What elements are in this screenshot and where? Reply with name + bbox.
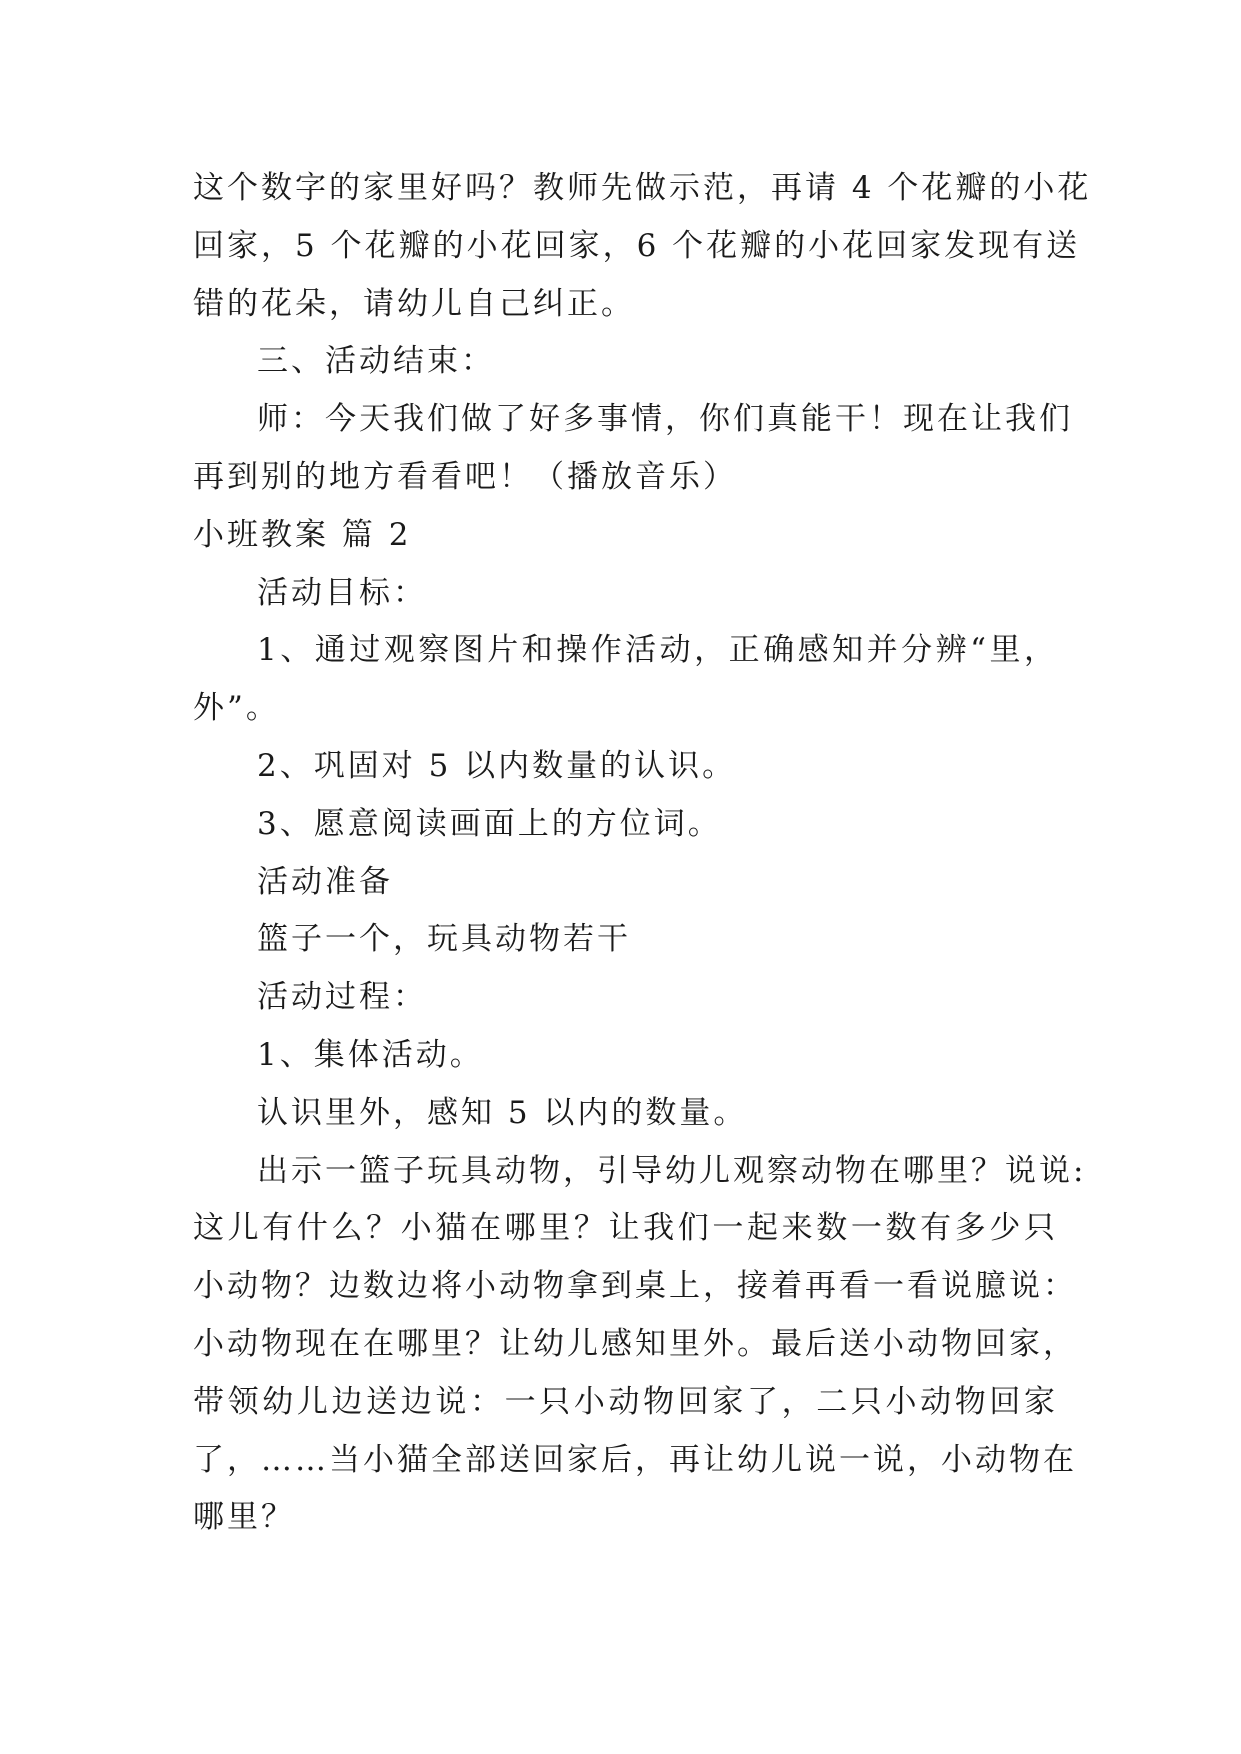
text-line: 小动物？边数边将小动物拿到桌上，接着再看一看说臆说： (193, 1268, 1077, 1305)
list-item: 3、愿意阅读画面上的方位词。 (257, 805, 722, 842)
text-line: 回家，5 个花瓣的小花回家，6 个花瓣的小花回家发现有送 (193, 227, 1081, 264)
list-item: 1、通过观察图片和操作活动，正确感知并分辨“里， (257, 632, 1058, 669)
text-line: 师：今天我们做了好多事情，你们真能干！现在让我们 (257, 401, 1073, 438)
article-title: 小班教案 篇 2 (193, 516, 412, 553)
text-line: 了，……当小猫全部送回家后，再让幼儿说一说，小动物在 (193, 1441, 1077, 1478)
text-line: 外”。 (193, 690, 280, 727)
section-heading: 活动准备 (257, 863, 393, 900)
list-item: 2、巩固对 5 以内数量的认识。 (257, 747, 737, 784)
section-heading: 三、活动结束： (257, 343, 495, 380)
text-line: 出示一篮子玩具动物，引导幼儿观察动物在哪里？说说: (257, 1152, 1087, 1189)
text-line: 带领幼儿边送边说：一只小动物回家了，二只小动物回家 (193, 1383, 1058, 1420)
text-line: 这个数字的家里好吗？教师先做示范，再请 4 个花瓣的小花 (193, 170, 1092, 206)
text-line: 再到别的地方看看吧！（播放音乐） (193, 458, 737, 495)
section-heading: 活动过程： (257, 979, 427, 1016)
section-heading: 活动目标： (257, 574, 427, 611)
text-line: 认识里外，感知 5 以内的数量。 (257, 1094, 748, 1131)
text-line: 错的花朵，请幼儿自己纠正。 (193, 285, 635, 322)
list-item: 1、集体活动。 (257, 1036, 484, 1073)
document-body (193, 160, 1092, 1547)
text-line: 这儿有什么？小猫在哪里？让我们一起来数一数有多少只 (193, 1210, 1058, 1247)
text-line: 小动物现在在哪里？让幼儿感知里外。最后送小动物回家， (193, 1325, 1077, 1362)
text-line: 篮子一个，玩具动物若干 (257, 921, 631, 958)
text-line: 哪里？ (193, 1499, 295, 1536)
